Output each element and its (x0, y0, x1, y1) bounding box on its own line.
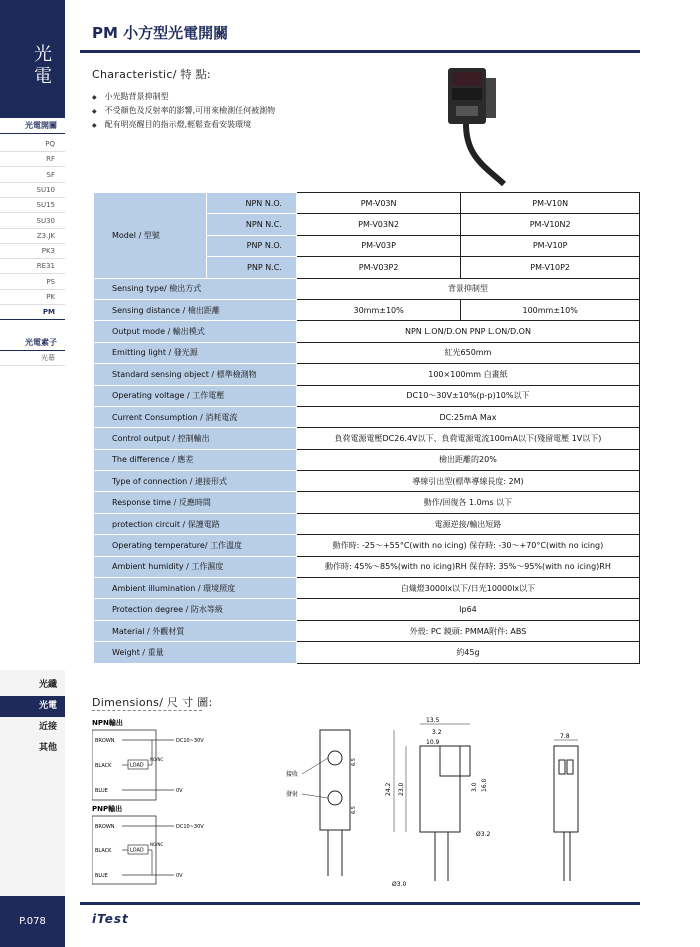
spec-value: 背景抑制型 (296, 278, 639, 299)
model-type: NPN N.O. (206, 193, 296, 214)
spec-table (93, 192, 640, 664)
sidebar-item-light-curtain[interactable]: 光幕 (0, 351, 65, 366)
nav-proximity[interactable]: 近接 (38, 722, 57, 732)
wire-brown: BROWN (95, 738, 115, 744)
load-label: LOAD (130, 762, 144, 769)
dim-d4: 6.5 (351, 758, 357, 766)
category-banner (0, 0, 65, 118)
spec-value: 檢出距離的20% (296, 449, 639, 470)
zero-label-2: 0V (176, 873, 183, 879)
category-title: 光電 (34, 44, 52, 87)
zero-label: 0V (176, 788, 183, 794)
spec-value-b: 100mm±10% (461, 299, 640, 320)
recv-label: 接收 (286, 771, 299, 778)
sidebar-section-head-2[interactable]: 光電素子 (0, 335, 65, 351)
spec-value: 動作時: 45%～85%(with no icing)RH 保存時: 35%～95%(with no icing)RH (296, 556, 639, 577)
wire-blue: BLUE (95, 788, 108, 794)
list-item: ◆ 小光點背景抑制型 (92, 90, 275, 104)
table-row (94, 364, 640, 385)
table-row (94, 471, 640, 492)
dimensions-divider (92, 710, 202, 711)
table-row (94, 321, 640, 342)
dimensions-heading: Dimensions/ 尺 寸 圖: (92, 696, 213, 709)
table-row (94, 642, 640, 663)
spec-value: DC10～30V±10%(p-p)10%以下 (296, 385, 639, 406)
model-a: PM-V03P (296, 235, 460, 256)
product-photo (444, 66, 510, 190)
nonc-label-2: NO/NC (150, 842, 164, 847)
model-type: PNP N.C. (206, 257, 296, 278)
table-row (94, 406, 640, 427)
spec-value: DC:25mA Max (296, 406, 639, 427)
sidebar-item-rf[interactable]: RF (0, 152, 65, 167)
table-row (94, 428, 640, 449)
sidebar-item-ps[interactable]: PS (0, 275, 65, 290)
table-row (94, 299, 640, 320)
model-a: PM-V03N2 (296, 214, 460, 235)
wire-brown-2: BROWN (95, 824, 115, 830)
spec-value-a: 30mm±10% (296, 299, 460, 320)
spec-value: 白熾燈3000lx以下/日光10000lx以下 (296, 578, 639, 599)
model-type: PNP N.O. (206, 235, 296, 256)
title-divider (80, 50, 640, 53)
table-row (94, 556, 640, 577)
nav-other[interactable]: 其他 (38, 743, 57, 753)
table-row (94, 513, 640, 534)
spec-label: protection circuit / 保護電路 (94, 513, 297, 534)
sidebar-item-pk[interactable]: PK (0, 290, 65, 305)
wire-blue-2: BLUE (95, 873, 108, 879)
table-row (94, 578, 640, 599)
list-item: ◆ 配有明亮醒目的指示燈,輕鬆查看安裝環境 (92, 118, 275, 132)
spec-label: Standard sensing object / 標準檢測物 (94, 364, 297, 385)
page-number: P.078 (0, 896, 65, 947)
dim-d8: 3.0 (471, 782, 478, 792)
spec-label: Response time / 反應時間 (94, 492, 297, 513)
nav-fiber[interactable]: 光纖 (38, 680, 57, 690)
sidebar-item-su30[interactable]: SU30 (0, 214, 65, 229)
spec-label: Sensing type/ 檢出方式 (94, 278, 297, 299)
sidebar-section-head[interactable]: 光電開關 (0, 118, 65, 134)
wire-black-2: BLACK (95, 848, 112, 854)
nav-photoelectric[interactable]: 光電 (0, 696, 65, 717)
sidebar-item-pk3[interactable]: PK3 (0, 244, 65, 259)
list-item: ◆ 不受顏色及反射率的影響,可用來檢測任何被測物 (92, 104, 275, 118)
dim-d1: 13.5 (426, 717, 440, 724)
load-label-2: LOAD (130, 847, 144, 854)
spec-value: 外殼: PC 鏡頭: PMMA附件: ABS (296, 620, 639, 641)
sidebar-item-su15[interactable]: SU15 (0, 198, 65, 213)
wire-black: BLACK (95, 763, 112, 769)
table-row (94, 385, 640, 406)
spec-value: 動作時: -25～+55°C(with no icing) 保存時: -30～+70°C(with no icing) (296, 535, 639, 556)
spec-label: Protection degree / 防水等級 (94, 599, 297, 620)
dim-d3: 10.9 (426, 739, 440, 746)
dim-d9: 16.0 (481, 778, 488, 792)
brand-logo: iTest (92, 912, 129, 926)
dc-label: DC10~30V (176, 738, 204, 744)
characteristic-heading: Characteristic/ 特 點: (92, 68, 211, 81)
sidebar-item-sf[interactable]: SF (0, 168, 65, 183)
table-row (94, 193, 640, 214)
spec-label: Sensing distance / 檢出距離 (94, 299, 297, 320)
sidebar-item-pm[interactable]: PM (0, 305, 65, 320)
spec-label: Weight / 重量 (94, 642, 297, 663)
dim-d2: 3.2 (432, 729, 442, 736)
model-a: PM-V03N (296, 193, 460, 214)
spec-label: Material / 外觀材質 (94, 620, 297, 641)
npn-label: NPN輸出 (92, 719, 123, 727)
spec-value: 電源逆接/輸出短路 (296, 513, 639, 534)
model-label: Model / 型號 (94, 193, 207, 279)
spec-label: Operating voltage / 工作電壓 (94, 385, 297, 406)
spec-value: 約45g (296, 642, 639, 663)
spec-value: Ip64 (296, 599, 639, 620)
dim-d6: 24.2 (385, 782, 392, 796)
sidebar-item-re31[interactable]: RE31 (0, 259, 65, 274)
spec-label: Type of connection / 連接形式 (94, 471, 297, 492)
table-row (94, 278, 640, 299)
sidebar (0, 0, 65, 947)
dim-d5: 6.5 (351, 806, 357, 814)
table-row (94, 449, 640, 470)
dim-d7: 23.0 (398, 782, 405, 796)
spec-label: Ambient humidity / 工作濕度 (94, 556, 297, 577)
dim-cable: Ø3.0 (392, 881, 407, 888)
nonc-label: NO/NC (150, 757, 164, 762)
table-row (94, 599, 640, 620)
spec-label: Operating temperature/ 工作溫度 (94, 535, 297, 556)
model-type: NPN N.C. (206, 214, 296, 235)
page-title: PM 小方型光電開關 (92, 24, 229, 42)
spec-value: 100×100mm 白畫紙 (296, 364, 639, 385)
table-row (94, 492, 640, 513)
emit-label: 發射 (286, 791, 299, 798)
spec-label: Emitting light / 發光源 (94, 342, 297, 363)
model-b: PM-V10N2 (461, 214, 640, 235)
dimension-drawing (280, 716, 640, 891)
sidebar-item-z3jk[interactable]: Z3.JK (0, 229, 65, 244)
sidebar-item-pq[interactable]: PQ (0, 137, 65, 152)
spec-label: The difference / 應差 (94, 449, 297, 470)
spec-value: NPN L.ON/D.ON PNP L.ON/D.ON (296, 321, 639, 342)
model-a: PM-V03P2 (296, 257, 460, 278)
spec-label: Current Consumption / 消耗電流 (94, 406, 297, 427)
table-row (94, 342, 640, 363)
wiring-diagram (92, 716, 302, 886)
spec-label: Ambient illumination / 環境照度 (94, 578, 297, 599)
table-row (94, 535, 640, 556)
characteristic-list (92, 90, 275, 132)
spec-value: 紅光650mm (296, 342, 639, 363)
model-b: PM-V10N (461, 193, 640, 214)
spec-label: Output mode / 輸出模式 (94, 321, 297, 342)
dim-d10: 7.8 (560, 733, 570, 740)
pnp-label: PNP輸出 (92, 805, 123, 813)
dim-hole: Ø3.2 (476, 831, 491, 838)
spec-value: 動作/回復各 1.0ms 以下 (296, 492, 639, 513)
spec-value: 導線引出型(標準導線長度: 2M) (296, 471, 639, 492)
spec-label: Control output / 控制輸出 (94, 428, 297, 449)
model-b: PM-V10P2 (461, 257, 640, 278)
model-b: PM-V10P (461, 235, 640, 256)
spec-value: 負荷電源電壓DC26.4V以下、負荷電源電流100mA以下(殘留電壓 1V以下) (296, 428, 639, 449)
sidebar-item-su10[interactable]: SU10 (0, 183, 65, 198)
footer-divider (80, 902, 640, 905)
dc-label-2: DC10~30V (176, 824, 204, 830)
table-row (94, 620, 640, 641)
